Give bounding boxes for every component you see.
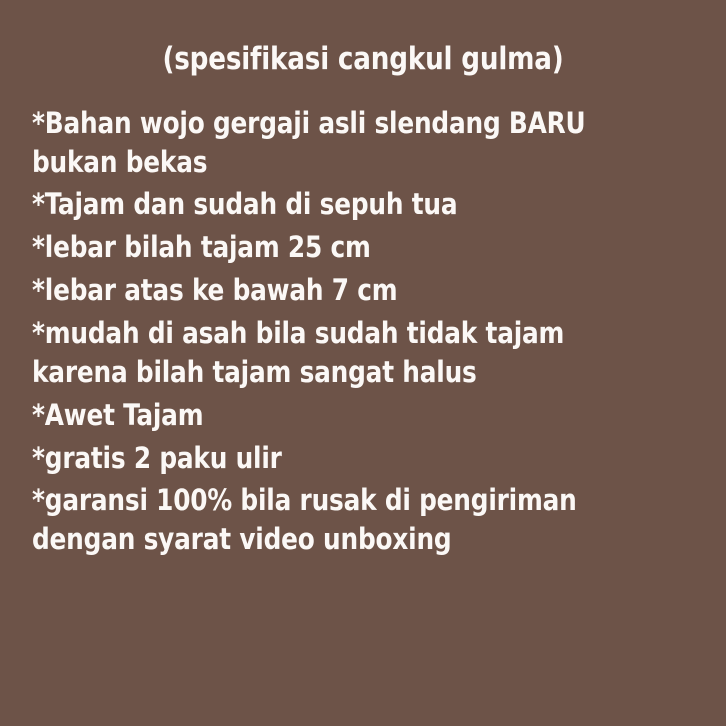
- list-item: *lebar bilah tajam 25 cm: [32, 230, 371, 265]
- spec-list: [26, 104, 700, 559]
- list-item: *mudah di asah bila sudah tidak tajam karena bilah tajam sangat halus: [32, 315, 565, 389]
- list-item: *Bahan wojo gergaji asli slendang BARU bukan bekas: [32, 105, 586, 179]
- list-item: *gratis 2 paku ulir: [32, 440, 282, 475]
- list-item: *garansi 100% bila rusak di pengiriman dengan syarat video unboxing: [32, 483, 577, 557]
- list-item: *lebar atas ke bawah 7 cm: [32, 273, 398, 308]
- list-item: *Awet Tajam: [32, 397, 204, 432]
- page-title: (spesifikasi cangkul gulma): [162, 41, 564, 77]
- list-item: *Tajam dan sudah di sepuh tua: [32, 187, 458, 222]
